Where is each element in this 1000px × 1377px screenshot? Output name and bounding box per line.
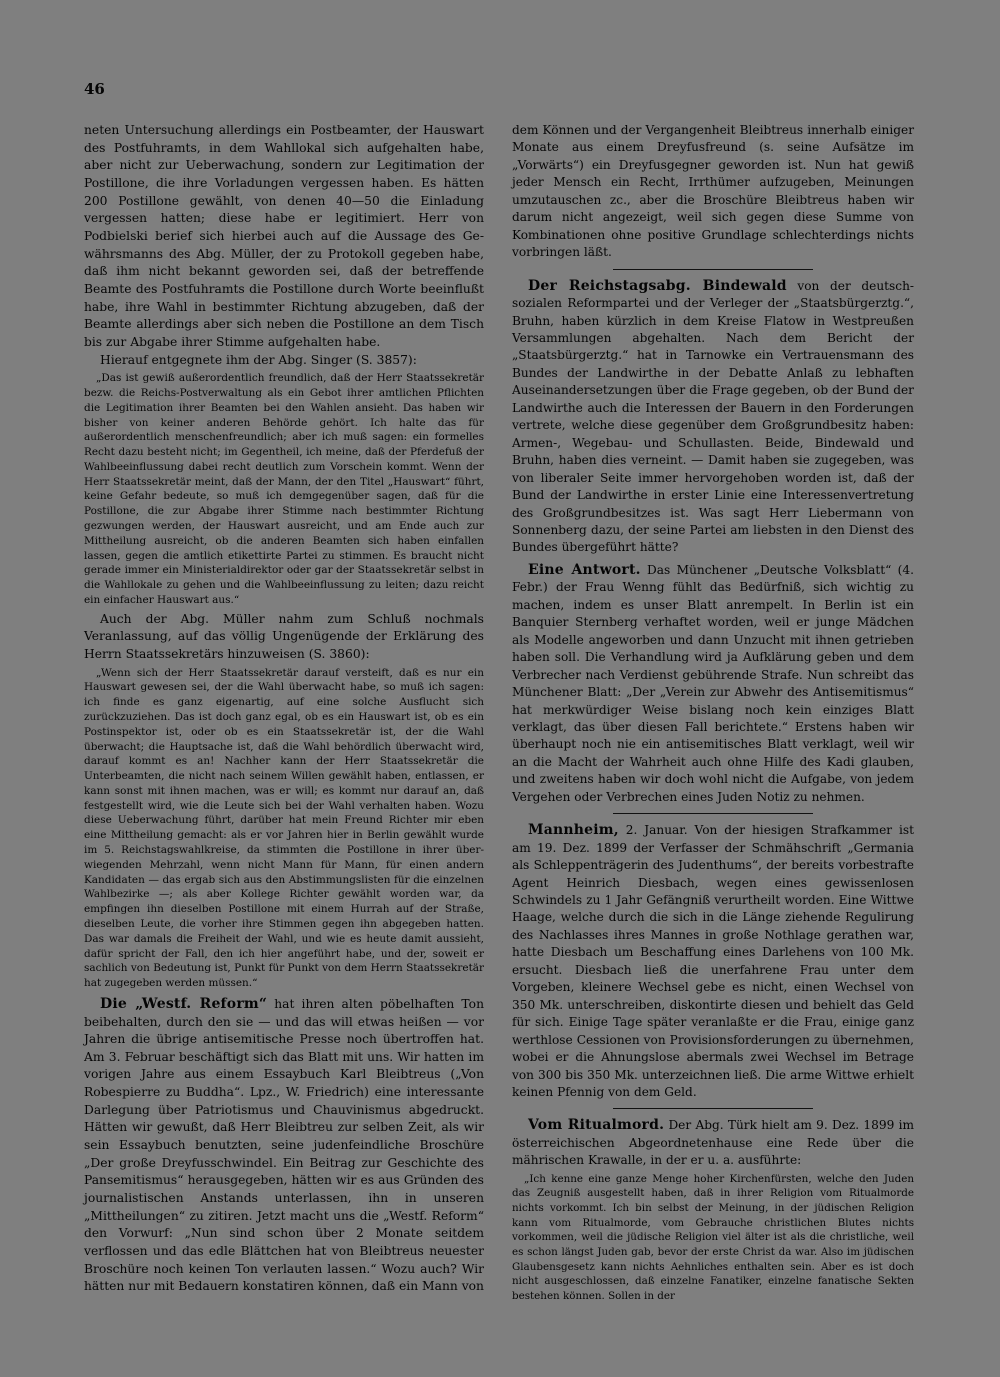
- paragraph: [84, 352, 484, 370]
- page-number: 46: [84, 80, 105, 98]
- right-column: [512, 122, 914, 1306]
- paragraph-text: „Wenn sich der Herr Staatssekretär darauf versteift, daß es nur ein Hauswart gewesen sei, der die Wahl überwacht habe, so muß ich sagen: ich finde es ganz eigenartig, auf eine solche Ausflucht sich zurückzuziehen. Das ist doch ganz egal, ob es ein Hauswart ist, ob es ein Postinspektor ist, oder ob es ein Staatssekretär ist, der die Wahl überwacht; die Hauptsache ist, daß die Wahl behördlich überwacht wird, darauf kommt es an! Nachher kann der Herr Staatssekretär die Unterbeamten, die nicht nach seinem Willen gewählt haben, entlassen, er kann sonst mit ihnen machen, was er will; es kommt nur darauf an, daß festgestellt wird, wie die Leute sich bei der Wahl verhalten haben. Wozu diese Ueberwachung führt, darüber hat mein Freund Richter mir eben eine Mittheilung gemacht: als er vor Jahren hier in Berlin gewählt wurde im 5. Reichstagswahlkreise, da stimmten die Postillone in ihrer überwiegenden Mehrzahl, wenn nicht Mann für Mann, für einen andern Kandidaten — das ergab sich aus den Abstimmungslisten für die einzelnen Wahlbezirke —; als aber Kollege Richter gewählt worden war, da empfingen ihn dieselben Postillone mit einem Hurrah auf der Straße, dieselben Leute, die vorher ihre Stimmen gegen ihn abgegeben hatten. Das war damals die Freiheit der Wahl, und wie es heute damit aussieht, dafür spricht der Fall, den ich hier angeführt habe, und der, soweit er sachlich von Bedeutung ist, Punkt für Punkt von dem Herrn Staatssekretär hat zugegeben werden müssen.“: [84, 666, 484, 990]
- article-heading: Eine Antwort.: [528, 561, 641, 578]
- article-paragraph: [512, 278, 914, 557]
- article-paragraph: [512, 1117, 914, 1169]
- paragraph-text: Hierauf entgegnete ihm der Abg. Singer (S. 3857):: [100, 352, 417, 367]
- section-divider: [613, 813, 813, 814]
- paragraph-text: „Das ist gewiß außerordentlich freundlich, daß der Herr Staatssekretär bezw. die Reichs-Postverwaltung als ein Gebot ihrer amtlichen Pflichten die Legitimation ihrer Beamten bei den Wahlen ansieht. Das haben wir bisher von keiner anderen Behörde gehört. Ich halte das für außerordentlich menschenfreundlich; aber ich muß sagen: ein formelles Recht dazu besteht nicht; im Gegentheil, ich meine, daß der Pferdefuß der Wahlbeeinflussung dabei recht deutlich zum Vorschein kommt. Wenn der Herr Staatssekretär meint, daß der Mann, der den Titel „Hauswart“ führt, keine Gefahr bedeute, so muß ich demgegenüber sagen, daß für die Postillone, die zur Abgabe ihrer Stimme nach bestimmter Richtung gezwungen werden, der Hauswart ausreicht, und am Ende auch zur Mittheilung ausreicht, ob die anderen Beamten sich haben einfallen lassen, gegen die amtlich etikettirte Partei zu stimmen. Es braucht nicht gerade immer ein Ministerialdirektor oder gar der Staatssekretär selbst in die Wahllokale zu gehen und die Wahlbeeinflussung zu leiten; dazu reicht ein einfacher Hauswart aus.“: [84, 372, 484, 606]
- paragraph-text: neten Untersuchung allerdings ein Postbeamter, der Hauswart des Postfuhramts, in dem Wahllokal sich aufgehalten habe, aber nicht zur Ueberwachung, sondern zur Legitimation der Postillone, die ihre Vorladungen vergessen haben. Es hätten 200 Postillone gewählt, von denen 40—50 die Einladung vergessen hatten; diese habe er legitimiert. Herr von Podbielski berief sich hierbei auch auf die Aussage des Gewährsmanns des Abg. Müller, der zu Protokoll gegeben habe, daß ihm nicht bekannt geworden sei, daß der betreffende Beamte des Postfuhramts die Postillone durch Worte beeinflußt habe, ihre Wahl in bestimmter Richtung abzugeben, daß der Beamte allerdings aber sich neben die Postillone an dem Tisch bis zur Abgabe ihrer Stimme aufgehalten habe.: [84, 123, 484, 349]
- section-divider: [613, 1108, 813, 1109]
- article-heading: Mannheim,: [528, 822, 619, 839]
- paragraph: [84, 611, 484, 664]
- paragraph-text: von der deutschsozialen Reformpartei und der Verleger der „Staatsbürgerztg.“, Bruhn, haben kürzlich in dem Kreise Flatow in Westpreußen Versammlungen abgehalten. Nach dem Bericht der „Staatsbürgerztg.“ hat in Tarnowke ein Vertrauensmann des Bundes der Landwirthe in der Debatte Anlaß zu lebhaften Auseinandersetzungen über die Frage gegeben, ob der Bund der Landwirthe auch die Interessen der Bauern in den Forderungen vertrete, welche diese gegenüber dem Großgrundbesitz haben: Armen-, Wegebau- und Schullasten. Beide, Bindewald und Bruhn, haben dies verneint. — Damit haben sie zugegeben, was von liberaler Seite immer hervorgehoben worden ist, daß der Bund der Landwirthe in erster Linie eine Interessenvertretung des Großgrundbesitzes ist. Was sagt Herr Liebermann von Sonnenberg dazu, der seine Partei am liebsten in den Dienst des Bundes übergeführt hätte?: [512, 278, 914, 555]
- continued-paragraph: [512, 122, 914, 262]
- left-column: [84, 122, 484, 1296]
- article-paragraph: [512, 562, 914, 806]
- block-quote: [84, 371, 484, 608]
- paragraph-text: dem Können und der Vergangenheit Bleibtreus innerhalb einiger Monate aus einem Dreyfusfreund (s. seine Aufsätze im „Vorwärts“) ein Dreyfusgegner geworden ist. Nun hat gewiß jeder Mensch ein Recht, Irrthümer aufzugeben, Meinungen umzutauschen zc., aber die Broschüre Bleibtreus haben wir darum nicht angezeigt, weil sich gegen diese Summe von Kombinationen ohne positive Grundlage schlechterdings nichts vorbringen läßt.: [512, 123, 914, 260]
- block-quote: [512, 1172, 914, 1304]
- paragraph-text: Der Abg. Türk hielt am 9. Dez. 1899 im österreichischen Abgeordnetenhause eine Rede über die mährischen Krawalle, in der er u. a. ausführte:: [512, 1118, 914, 1168]
- article-heading: Vom Ritualmord.: [528, 1117, 665, 1134]
- paragraph-text: „Ich kenne eine ganze Menge hoher Kirchenfürsten, welche den Juden das Zeugniß ausgestellt haben, daß in ihrer Religion vom Ritualmorde nichts vorkommt. Ich bin selbst der Meinung, in der jüdischen Religion kann vom Ritualmorde, vom Gebrauche christlichen Blutes nichts vorkommen, weil die jüdische Religion viel älter ist als die christliche, weil es schon längst Juden gab, bevor der erste Christ da war. Also im jüdischen Glaubensgesetz kann nichts Aehnliches enthalten sein. Aber es ist doch nicht ausgeschlossen, daß einzelne Fanatiker, einzelne fanatische Sekten bestehen können. Sollen in der: [512, 1172, 914, 1302]
- block-quote: [84, 666, 484, 991]
- paragraph-text: 2. Januar. Von der hiesigen Strafkammer ist am 19. Dez. 1899 der Verfasser der Schmähschrift „Germania als Schleppenträgerin des Judenthums“, der bereits vorbestrafte Agent Heinrich Diesbach, wegen eines gewissenlosen Schwindels zu 1 Jahr Gefängniß verurtheilt worden. Eine Wittwe Haage, welche durch die sich in die Länge ziehende Regulirung des Nachlasses ihres Mannes in große Nothlage gerathen war, hatte Diesbach um Beschaffung eines Darlehens von 100 Mk. ersucht. Diesbach ließ die unerfahrene Frau unter dem Vorgeben, kleinere Wechsel gebe es nicht, einen Wechsel von 350 Mk. unterschreiben, diskontirte diesen und behielt das Geld für sich. Einige Tage später veranlaßte er die Frau, einige ganz werthlose Cessionen von Provisionsforderungen zu übernehmen, wobei er die Ahnungslose abermals zwei Wechsel im Betrage von 300 bis 350 Mk. unterzeichnen ließ. Die arme Wittwe erhielt keinen Pfennig von dem Geld.: [512, 823, 914, 1100]
- continued-paragraph: [84, 122, 484, 352]
- paragraph-text: Auch der Abg. Müller nahm zum Schluß nochmals Veranlassung, auf das völlig Ungenügende der Erklärung des Herrn Staatssekretärs hinzuweisen (S. 3860):: [84, 611, 484, 661]
- article-paragraph: [84, 996, 484, 1296]
- section-divider: [613, 269, 813, 270]
- paragraph-text: Das Münchener „Deutsche Volksblatt“ (4. Febr.) der Frau Wenng fühlt das Bedürfniß, sich wichtig zu machen, indem es unser Blatt anrempelt. In Berlin ist ein Banquier Sternberg verhaftet worden, weil er junge Mädchen als Modelle angeworben und dann Unzucht mit ihnen getrieben haben soll. Die Verhandlung wird ja Aufklärung geben und dem Verbrecher nach Verdienst gebührende Strafe. Nun schreibt das Münchener Blatt: „Der „Verein zur Abwehr des Antisemitismus“ hat merkwürdiger Weise bislang noch kein einziges Blatt verklagt, das über diesen Fall berichtete.“ Erstens haben wir überhaupt noch nie ein antisemitisches Blatt verklagt, weil wir an die Macht der Wahrheit auch ohne Hilfe des Kadi glauben, und zweitens haben wir doch wohl nicht die Aufgabe, von jedem Vergehen oder Verbrechen eines Juden Notiz zu nehmen.: [512, 562, 914, 804]
- article-paragraph: [512, 822, 914, 1101]
- article-heading: Der Reichstagsabg. Bindewald: [528, 277, 787, 294]
- article-heading: Die „Westf. Reform“: [100, 995, 268, 1012]
- paragraph-text: hat ihren alten pöbelhaften Ton beibehalten, durch den sie — und das will etwas heißen — vor Jahren die übrige antisemitische Presse noch übertroffen hat. Am 3. Februar beschäftigt sich das Blatt mit uns. Wir hatten im vorigen Jahre aus einem Essaybuch Karl Bleibtreus („Von Robespierre zu Buddha“. Lpz., W. Friedrich) eine interessante Darlegung über Patriotismus und Chauvinismus abgedruckt. Hätten wir gewußt, daß Herr Bleibtreu zur selben Zeit, als wir sein Essaybuch benutzten, seine judenfeindliche Broschüre „Der große Dreyfusschwindel. Ein Beitrag zur Geschichte des Pansemitismus“ herausgegeben, hätten wir es aus Gründen des journalistischen Anstands unterlassen, ihn in unseren „Mittheilungen“ zu zitiren. Jetzt macht uns die „Westf. Reform“ den Vorwurf: „Nun sind schon über 2 Monate seitdem verflossen und das edle Blättchen hat von Bleibtreus neuester Broschüre noch keinen Ton verlauten lassen.“ Wozu auch? Wir hätten nur mit Bedauern konstatiren können, daß ein Mann von: [84, 996, 484, 1294]
